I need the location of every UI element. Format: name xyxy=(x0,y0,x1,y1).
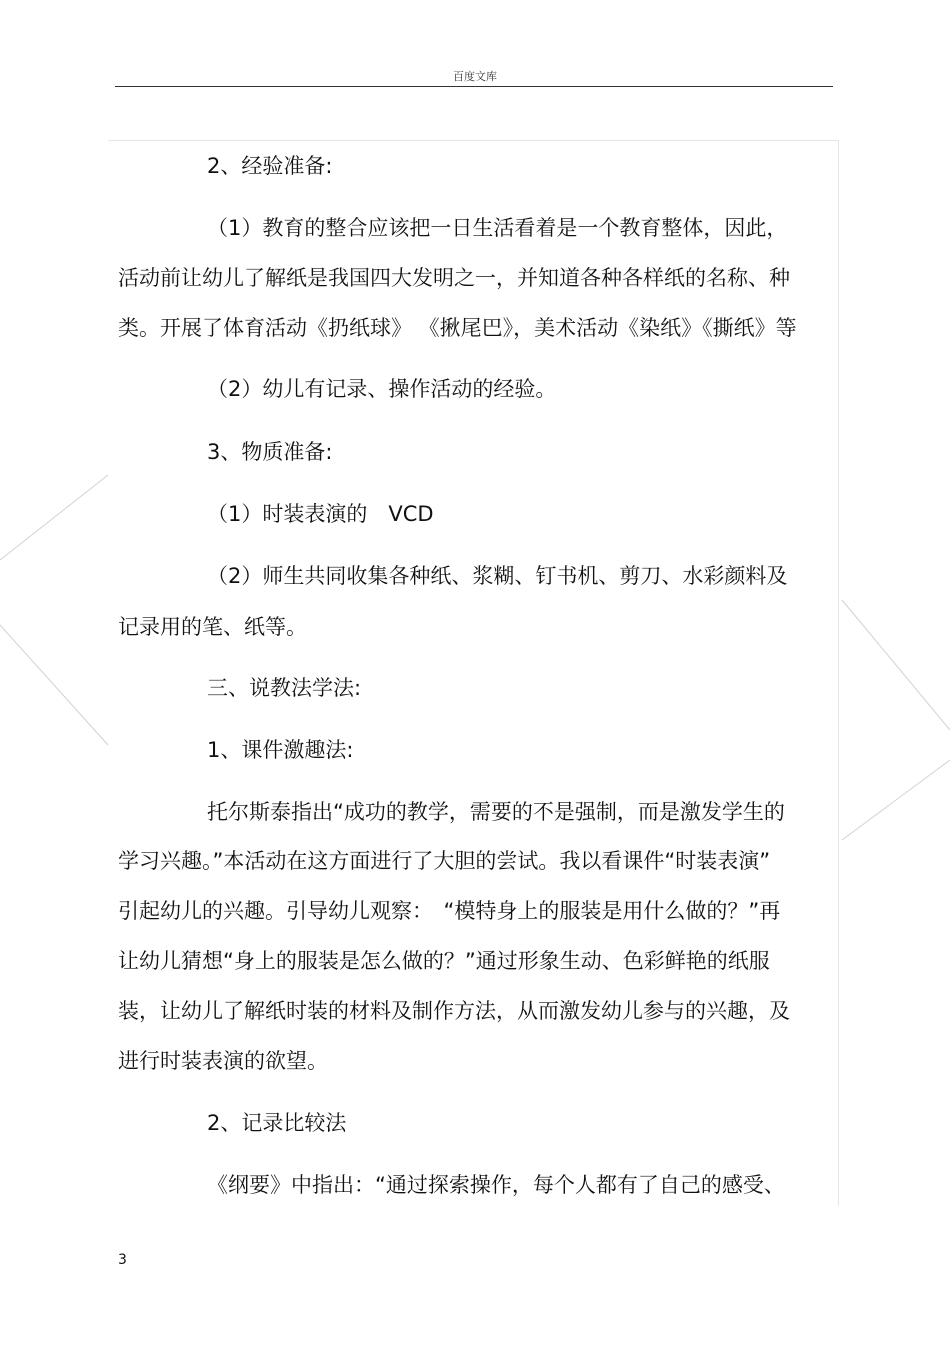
text-line: 《纲要》中指出：“通过探索操作，每个人都有了自己的感受、 xyxy=(207,1173,785,1197)
text-line: 让幼儿猜想“身上的服装是怎么做的？”通过形象生动、色彩鲜艳的纸服 xyxy=(118,949,770,973)
text-line: （1）教育的整合应该把一日生活看着是一个教育整体，因此， xyxy=(207,216,788,240)
text-line: （2）师生共同收集各种纸、浆糊、钉书机、剪刀、水彩颜料及 xyxy=(207,564,788,588)
text-line: 三、说教法学法: xyxy=(207,676,362,700)
text-line: 装，让幼儿了解纸时装的材料及制作方法，从而激发幼儿参与的兴趣，及 xyxy=(118,999,790,1023)
text-line: 学习兴趣。”本活动在这方面进行了大胆的尝试。我以看课件“时装表演” xyxy=(118,849,771,873)
text-line: 进行时装表演的欲望。 xyxy=(118,1049,328,1073)
text-line: 类。开展了体育活动《扔纸球》 《揪尾巴》，美术活动《染纸》《撕纸》等 xyxy=(118,316,797,340)
text-line: 活动前让幼儿了解纸是我国四大发明之一，并知道各种各样纸的名称、种 xyxy=(118,266,790,290)
text-line: （1）时装表演的 VCD xyxy=(207,502,434,526)
page-header-label: 百度文库 xyxy=(453,70,497,83)
text-line: 记录用的笔、纸等。 xyxy=(118,615,307,639)
text-line: 1、课件激趣法: xyxy=(207,738,354,762)
text-line: （2）幼儿有记录、操作活动的经验。 xyxy=(207,377,557,401)
page-number: 3 xyxy=(118,1252,127,1268)
text-line: 托尔斯泰指出“成功的教学，需要的不是强制，而是激发学生的 xyxy=(207,800,785,824)
text-line: 3、物质准备: xyxy=(207,440,333,464)
text-line: 2、记录比较法 xyxy=(207,1111,347,1135)
text-line: 2、经验准备: xyxy=(207,154,333,178)
text-line: 引起幼儿的兴趣。引导幼儿观察： “模特身上的服装是用什么做的？”再 xyxy=(118,899,781,923)
